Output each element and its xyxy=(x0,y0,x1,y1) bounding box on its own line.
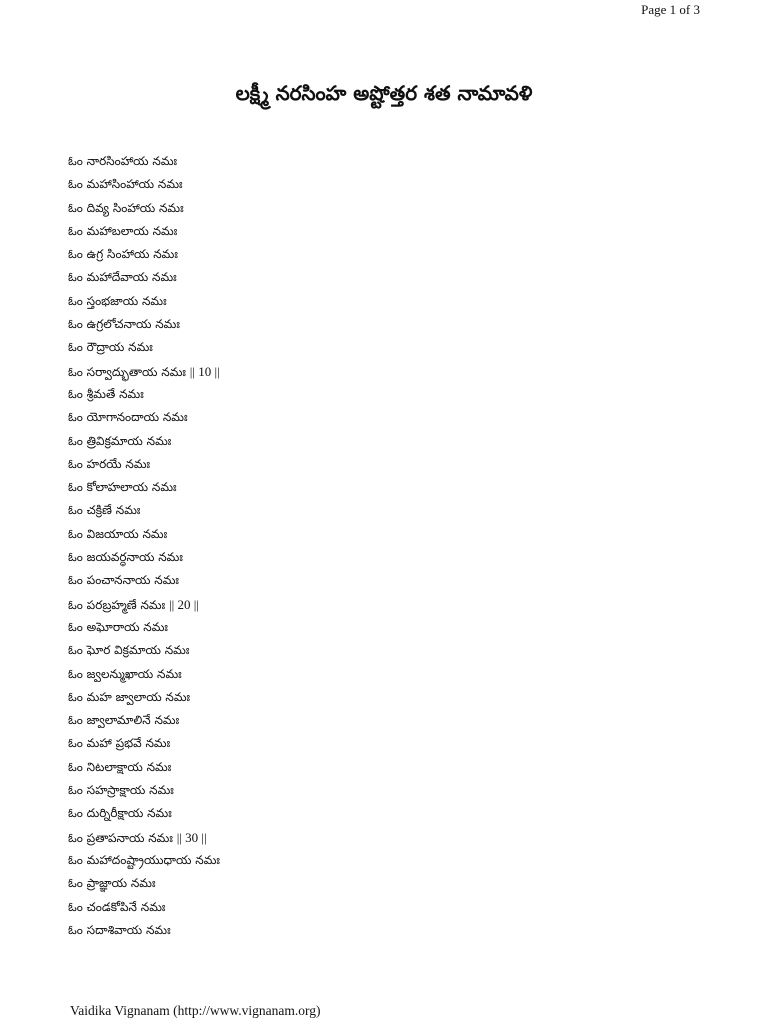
name-list-item xyxy=(68,336,220,359)
name-text: ఓం కోలాహలాయ నమః xyxy=(68,480,177,495)
name-text: ఓం ఘోర విక్రమాయ నమః xyxy=(68,643,190,658)
name-text: ఓం జయవర్ధనాయ నమః xyxy=(68,550,183,565)
name-list-item xyxy=(68,896,220,919)
name-text: ఓం ఉగ్రలోచనాయ నమః xyxy=(68,317,180,332)
name-text: ఓం నిటలాక్షాయ నమః xyxy=(68,759,172,774)
name-text: ఓం ప్రాజ్ఞాయ నమః xyxy=(68,876,156,891)
name-text: ఓం జ్వలన్ముఖాయ నమః xyxy=(68,666,182,681)
name-text: ఓం మహాబలాయ నమః xyxy=(68,223,178,238)
page-number: Page 1 of 3 xyxy=(641,2,700,17)
name-list-item xyxy=(68,826,220,849)
name-list-item xyxy=(68,569,220,592)
name-list-item xyxy=(68,919,220,942)
name-text: ఓం చక్రిణే నమః xyxy=(68,503,141,518)
name-list-item xyxy=(68,686,220,709)
verse-count-marker: || 10 || xyxy=(189,363,220,379)
name-text: ఓం మహాదంష్ట్రాయుధాయ నమః xyxy=(68,852,220,867)
name-list-item xyxy=(68,360,220,383)
name-list-item xyxy=(68,593,220,616)
name-text: ఓం విజయాయ నమః xyxy=(68,526,168,541)
name-text: ఓం యోగానందాయ నమః xyxy=(68,410,188,425)
name-list-item xyxy=(68,663,220,686)
name-text: ఓం ఉగ్ర సింహాయ నమః xyxy=(68,247,178,262)
name-list-item xyxy=(68,150,220,173)
name-text: ఓం పరబ్రహ్మణే నమః xyxy=(68,597,166,612)
name-list-item xyxy=(68,266,220,289)
name-list-item xyxy=(68,476,220,499)
name-list-item xyxy=(68,732,220,755)
name-list-item xyxy=(68,383,220,406)
names-list xyxy=(68,150,220,942)
name-list-item xyxy=(68,802,220,825)
name-list-item xyxy=(68,709,220,732)
name-list-item xyxy=(68,453,220,476)
name-list-item xyxy=(68,173,220,196)
name-list-item xyxy=(68,546,220,569)
name-text: ఓం మహ జ్వాలాయ నమః xyxy=(68,689,191,704)
name-text: ఓం పంచాననాయ నమః xyxy=(68,573,179,588)
name-list-item xyxy=(68,430,220,453)
verse-count-marker: || 30 || xyxy=(176,829,207,845)
page-title: లక్ష్మీ నరసింహ అష్టోత్తర శత నామావళి xyxy=(235,81,533,106)
name-text: ఓం రౌద్రాయ నమః xyxy=(68,340,153,355)
name-text: ఓం జ్వాలామాలినే నమః xyxy=(68,713,180,728)
name-text: ఓం త్రివిక్రమాయ నమః xyxy=(68,433,172,448)
page-footer: Vaidika Vignanam (http://www.vignanam.org) xyxy=(70,1003,321,1018)
name-text: ఓం సదాశివాయ నమః xyxy=(68,922,171,937)
name-list-item xyxy=(68,872,220,895)
name-list-item xyxy=(68,523,220,546)
name-list-item xyxy=(68,616,220,639)
name-list-item xyxy=(68,290,220,313)
name-text: ఓం అఘోరాయ నమః xyxy=(68,619,168,634)
name-text: ఓం హరయే నమః xyxy=(68,456,151,471)
name-list-item xyxy=(68,220,220,243)
name-text: ఓం మహాసింహాయ నమః xyxy=(68,177,183,192)
name-list-item xyxy=(68,639,220,662)
name-list-item xyxy=(68,849,220,872)
name-text: ఓం మహాదేవాయ నమః xyxy=(68,270,177,285)
name-text: ఓం శ్రీమతే నమః xyxy=(68,386,144,401)
name-text: ఓం మహా ప్రభవే నమః xyxy=(68,736,171,751)
name-list-item xyxy=(68,779,220,802)
name-text: ఓం చండకోపినే నమః xyxy=(68,899,166,914)
name-text: ఓం దుర్నిరీక్షాయ నమః xyxy=(68,806,172,821)
name-text: ఓం దివ్య సింహాయ నమః xyxy=(68,200,184,215)
name-text: ఓం నారసింహాయ నమః xyxy=(68,154,178,168)
name-text: ఓం స్తంభజాయ నమః xyxy=(68,293,167,308)
name-text: ఓం ప్రతాపనాయ నమః xyxy=(68,830,173,845)
name-list-item xyxy=(68,197,220,220)
name-list-item xyxy=(68,313,220,336)
verse-count-marker: || 20 || xyxy=(169,596,199,612)
name-list-item xyxy=(68,243,220,266)
name-list-item xyxy=(68,756,220,779)
name-text: ఓం సహస్రాక్షాయ నమః xyxy=(68,783,174,798)
name-text: ఓం సర్వాద్భుతాయ నమః xyxy=(68,364,186,379)
name-list-item xyxy=(68,499,220,522)
name-list-item xyxy=(68,406,220,429)
